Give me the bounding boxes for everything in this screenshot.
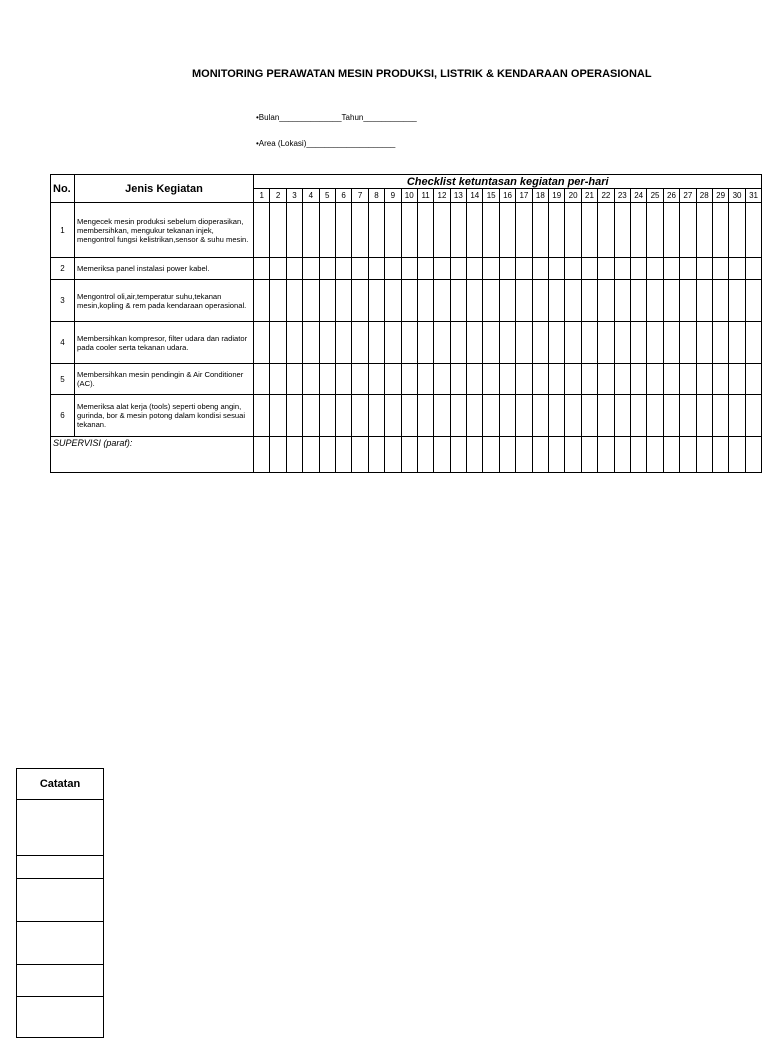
check-cell[interactable] <box>254 395 270 437</box>
paraf-cell[interactable] <box>467 437 483 473</box>
check-cell[interactable] <box>467 322 483 364</box>
check-cell[interactable] <box>712 322 728 364</box>
check-cell[interactable] <box>467 364 483 395</box>
check-cell[interactable] <box>385 364 401 395</box>
paraf-cell[interactable] <box>549 437 565 473</box>
check-cell[interactable] <box>680 203 696 258</box>
check-cell[interactable] <box>483 364 499 395</box>
check-cell[interactable] <box>417 395 433 437</box>
check-cell[interactable] <box>663 203 679 258</box>
check-cell[interactable] <box>598 364 614 395</box>
check-cell[interactable] <box>483 258 499 280</box>
check-cell[interactable] <box>434 395 450 437</box>
catatan-line[interactable] <box>17 965 104 997</box>
check-cell[interactable] <box>516 203 532 258</box>
day-header: 18 <box>532 189 548 203</box>
check-cell[interactable] <box>483 203 499 258</box>
row-number: 1 <box>51 203 75 258</box>
check-cell[interactable] <box>385 280 401 322</box>
check-cell[interactable] <box>565 280 581 322</box>
check-cell[interactable] <box>368 258 384 280</box>
check-cell[interactable] <box>581 258 597 280</box>
paraf-cell[interactable] <box>647 437 663 473</box>
check-cell[interactable] <box>368 364 384 395</box>
catatan-line[interactable] <box>17 997 104 1038</box>
activity-description: Memeriksa alat kerja (tools) seperti obeng angin, gurinda, bor & mesin potong dalam kondisi sesuai tekanan. <box>75 395 254 437</box>
paraf-cell[interactable] <box>630 437 646 473</box>
paraf-cell[interactable] <box>335 437 351 473</box>
check-cell[interactable] <box>663 395 679 437</box>
day-header: 28 <box>696 189 712 203</box>
check-cell[interactable] <box>630 280 646 322</box>
check-cell[interactable] <box>286 364 302 395</box>
check-cell[interactable] <box>335 258 351 280</box>
check-cell[interactable] <box>483 395 499 437</box>
check-cell[interactable] <box>630 322 646 364</box>
paraf-cell[interactable] <box>254 437 270 473</box>
check-cell[interactable] <box>335 280 351 322</box>
check-cell[interactable] <box>729 395 745 437</box>
paraf-cell[interactable] <box>270 437 286 473</box>
day-header: 31 <box>745 189 762 203</box>
check-cell[interactable] <box>614 395 630 437</box>
check-cell[interactable] <box>434 258 450 280</box>
check-cell[interactable] <box>434 322 450 364</box>
check-cell[interactable] <box>467 258 483 280</box>
activity-description: Mengecek mesin produksi sebelum dioperasikan, membersihkan, mengukur tekanan injek, mengontrol fungsi kelistrikan,sensor & suhu mesin. <box>75 203 254 258</box>
catatan-line[interactable] <box>17 922 104 965</box>
check-cell[interactable] <box>499 395 515 437</box>
check-cell[interactable] <box>467 395 483 437</box>
check-cell[interactable] <box>696 203 712 258</box>
paraf-cell[interactable] <box>286 437 302 473</box>
check-cell[interactable] <box>434 280 450 322</box>
paraf-cell[interactable] <box>614 437 630 473</box>
check-cell[interactable] <box>303 322 319 364</box>
table-row <box>51 395 762 437</box>
day-header: 14 <box>467 189 483 203</box>
day-header: 25 <box>647 189 663 203</box>
day-header: 15 <box>483 189 499 203</box>
check-cell[interactable] <box>417 364 433 395</box>
day-header: 22 <box>598 189 614 203</box>
check-cell[interactable] <box>254 364 270 395</box>
paraf-cell[interactable] <box>303 437 319 473</box>
check-cell[interactable] <box>286 258 302 280</box>
check-cell[interactable] <box>696 364 712 395</box>
paraf-cell[interactable] <box>385 437 401 473</box>
check-cell[interactable] <box>712 203 728 258</box>
check-cell[interactable] <box>319 395 335 437</box>
check-cell[interactable] <box>647 395 663 437</box>
check-cell[interactable] <box>352 280 368 322</box>
check-cell[interactable] <box>549 258 565 280</box>
paraf-cell[interactable] <box>663 437 679 473</box>
check-cell[interactable] <box>286 395 302 437</box>
check-cell[interactable] <box>516 258 532 280</box>
check-cell[interactable] <box>696 322 712 364</box>
bulan-tahun-line: •Bulan______________Tahun____________ <box>256 113 417 122</box>
check-cell[interactable] <box>352 322 368 364</box>
check-cell[interactable] <box>696 280 712 322</box>
check-cell[interactable] <box>319 364 335 395</box>
check-cell[interactable] <box>565 364 581 395</box>
check-cell[interactable] <box>385 258 401 280</box>
check-cell[interactable] <box>598 280 614 322</box>
check-cell[interactable] <box>614 258 630 280</box>
check-cell[interactable] <box>417 280 433 322</box>
check-cell[interactable] <box>712 364 728 395</box>
paraf-cell[interactable] <box>598 437 614 473</box>
check-cell[interactable] <box>745 258 762 280</box>
check-cell[interactable] <box>319 258 335 280</box>
check-cell[interactable] <box>549 364 565 395</box>
paraf-cell[interactable] <box>745 437 762 473</box>
check-cell[interactable] <box>270 364 286 395</box>
check-cell[interactable] <box>614 280 630 322</box>
paraf-cell[interactable] <box>565 437 581 473</box>
check-cell[interactable] <box>254 280 270 322</box>
check-cell[interactable] <box>647 364 663 395</box>
check-cell[interactable] <box>385 203 401 258</box>
catatan-label: Catatan <box>17 769 104 800</box>
check-cell[interactable] <box>647 258 663 280</box>
check-cell[interactable] <box>303 280 319 322</box>
check-cell[interactable] <box>467 203 483 258</box>
check-cell[interactable] <box>335 322 351 364</box>
check-cell[interactable] <box>581 280 597 322</box>
check-cell[interactable] <box>565 322 581 364</box>
check-cell[interactable] <box>401 364 417 395</box>
check-cell[interactable] <box>532 258 548 280</box>
check-cell[interactable] <box>663 322 679 364</box>
day-header: 19 <box>549 189 565 203</box>
check-cell[interactable] <box>565 258 581 280</box>
check-cell[interactable] <box>450 364 466 395</box>
check-cell[interactable] <box>549 280 565 322</box>
check-cell[interactable] <box>319 322 335 364</box>
paraf-cell[interactable] <box>729 437 745 473</box>
paraf-cell[interactable] <box>532 437 548 473</box>
check-cell[interactable] <box>254 258 270 280</box>
header-jenis-kegiatan: Jenis Kegiatan <box>75 175 254 203</box>
paraf-cell[interactable] <box>696 437 712 473</box>
check-cell[interactable] <box>712 258 728 280</box>
check-cell[interactable] <box>614 364 630 395</box>
paraf-cell[interactable] <box>352 437 368 473</box>
check-cell[interactable] <box>385 395 401 437</box>
check-cell[interactable] <box>663 258 679 280</box>
check-cell[interactable] <box>450 280 466 322</box>
check-cell[interactable] <box>680 258 696 280</box>
check-cell[interactable] <box>729 322 745 364</box>
check-cell[interactable] <box>368 395 384 437</box>
day-header: 26 <box>663 189 679 203</box>
day-header: 29 <box>712 189 728 203</box>
check-cell[interactable] <box>647 203 663 258</box>
check-cell[interactable] <box>565 395 581 437</box>
table-row <box>51 364 762 395</box>
check-cell[interactable] <box>303 395 319 437</box>
check-cell[interactable] <box>303 364 319 395</box>
page-title: MONITORING PERAWATAN MESIN PRODUKSI, LISTRIK & KENDARAAN OPERASIONAL <box>192 68 652 80</box>
check-cell[interactable] <box>335 364 351 395</box>
row-number: 6 <box>51 395 75 437</box>
check-cell[interactable] <box>516 280 532 322</box>
check-cell[interactable] <box>303 203 319 258</box>
check-cell[interactable] <box>516 322 532 364</box>
check-cell[interactable] <box>270 395 286 437</box>
row-number: 3 <box>51 280 75 322</box>
checklist-table <box>50 174 762 473</box>
check-cell[interactable] <box>385 322 401 364</box>
check-cell[interactable] <box>417 203 433 258</box>
check-cell[interactable] <box>286 280 302 322</box>
check-cell[interactable] <box>565 203 581 258</box>
day-header: 9 <box>385 189 401 203</box>
check-cell[interactable] <box>549 395 565 437</box>
paraf-cell[interactable] <box>516 437 532 473</box>
catatan-line[interactable] <box>17 856 104 879</box>
table-row <box>51 280 762 322</box>
activity-description: Membersihkan mesin pendingin & Air Conditioner (AC). <box>75 364 254 395</box>
day-header: 11 <box>417 189 433 203</box>
catatan-box <box>16 768 104 1038</box>
day-header: 5 <box>319 189 335 203</box>
day-header: 17 <box>516 189 532 203</box>
supervisi-label: SUPERVISI (paraf): <box>51 437 254 473</box>
check-cell[interactable] <box>401 203 417 258</box>
check-cell[interactable] <box>745 364 762 395</box>
day-header: 6 <box>335 189 351 203</box>
check-cell[interactable] <box>630 258 646 280</box>
check-cell[interactable] <box>483 322 499 364</box>
day-header: 24 <box>630 189 646 203</box>
day-header: 2 <box>270 189 286 203</box>
day-header: 23 <box>614 189 630 203</box>
check-cell[interactable] <box>532 203 548 258</box>
check-cell[interactable] <box>286 203 302 258</box>
day-header: 13 <box>450 189 466 203</box>
check-cell[interactable] <box>254 203 270 258</box>
check-cell[interactable] <box>286 322 302 364</box>
check-cell[interactable] <box>581 395 597 437</box>
check-cell[interactable] <box>614 322 630 364</box>
check-cell[interactable] <box>417 258 433 280</box>
table-row <box>51 203 762 258</box>
check-cell[interactable] <box>401 280 417 322</box>
paraf-cell[interactable] <box>581 437 597 473</box>
check-cell[interactable] <box>598 322 614 364</box>
day-header: 16 <box>499 189 515 203</box>
check-cell[interactable] <box>581 364 597 395</box>
check-cell[interactable] <box>368 203 384 258</box>
activity-description: Mengontrol oli,air,temperatur suhu,tekanan mesin,kopling & rem pada kendaraan operasional. <box>75 280 254 322</box>
check-cell[interactable] <box>614 203 630 258</box>
check-cell[interactable] <box>499 364 515 395</box>
check-cell[interactable] <box>499 280 515 322</box>
check-cell[interactable] <box>499 203 515 258</box>
check-cell[interactable] <box>254 322 270 364</box>
day-header: 21 <box>581 189 597 203</box>
check-cell[interactable] <box>630 364 646 395</box>
check-cell[interactable] <box>745 395 762 437</box>
check-cell[interactable] <box>532 322 548 364</box>
check-cell[interactable] <box>581 322 597 364</box>
supervisi-row <box>51 437 762 473</box>
check-cell[interactable] <box>352 364 368 395</box>
check-cell[interactable] <box>647 280 663 322</box>
check-cell[interactable] <box>745 203 762 258</box>
check-cell[interactable] <box>598 395 614 437</box>
check-cell[interactable] <box>549 203 565 258</box>
check-cell[interactable] <box>696 395 712 437</box>
check-cell[interactable] <box>630 203 646 258</box>
check-cell[interactable] <box>319 280 335 322</box>
day-header: 4 <box>303 189 319 203</box>
check-cell[interactable] <box>745 322 762 364</box>
day-header: 10 <box>401 189 417 203</box>
check-cell[interactable] <box>450 258 466 280</box>
check-cell[interactable] <box>270 322 286 364</box>
check-cell[interactable] <box>434 203 450 258</box>
check-cell[interactable] <box>401 322 417 364</box>
check-cell[interactable] <box>680 364 696 395</box>
check-cell[interactable] <box>352 258 368 280</box>
catatan-line[interactable] <box>17 800 104 856</box>
activity-description: Membersihkan kompresor, filter udara dan radiator pada cooler serta tekanan udara. <box>75 322 254 364</box>
paraf-cell[interactable] <box>483 437 499 473</box>
paraf-cell[interactable] <box>417 437 433 473</box>
activity-description: Memeriksa panel instalasi power kabel. <box>75 258 254 280</box>
check-cell[interactable] <box>532 280 548 322</box>
check-cell[interactable] <box>434 364 450 395</box>
day-header: 30 <box>729 189 745 203</box>
paraf-cell[interactable] <box>401 437 417 473</box>
check-cell[interactable] <box>663 364 679 395</box>
check-cell[interactable] <box>270 280 286 322</box>
check-cell[interactable] <box>516 364 532 395</box>
paraf-cell[interactable] <box>434 437 450 473</box>
check-cell[interactable] <box>532 395 548 437</box>
day-header: 7 <box>352 189 368 203</box>
check-cell[interactable] <box>696 258 712 280</box>
day-header: 12 <box>434 189 450 203</box>
check-cell[interactable] <box>335 203 351 258</box>
check-cell[interactable] <box>598 203 614 258</box>
check-cell[interactable] <box>450 322 466 364</box>
check-cell[interactable] <box>270 258 286 280</box>
day-header: 1 <box>254 189 270 203</box>
table-row <box>51 258 762 280</box>
check-cell[interactable] <box>401 395 417 437</box>
check-cell[interactable] <box>417 322 433 364</box>
check-cell[interactable] <box>729 280 745 322</box>
check-cell[interactable] <box>630 395 646 437</box>
check-cell[interactable] <box>352 203 368 258</box>
check-cell[interactable] <box>303 258 319 280</box>
day-header: 27 <box>680 189 696 203</box>
day-header: 20 <box>565 189 581 203</box>
check-cell[interactable] <box>516 395 532 437</box>
paraf-cell[interactable] <box>368 437 384 473</box>
check-cell[interactable] <box>352 395 368 437</box>
row-number: 5 <box>51 364 75 395</box>
check-cell[interactable] <box>712 280 728 322</box>
row-number: 4 <box>51 322 75 364</box>
check-cell[interactable] <box>450 395 466 437</box>
check-cell[interactable] <box>581 203 597 258</box>
catatan-line[interactable] <box>17 879 104 922</box>
check-cell[interactable] <box>680 322 696 364</box>
check-cell[interactable] <box>712 395 728 437</box>
check-cell[interactable] <box>368 280 384 322</box>
check-cell[interactable] <box>368 322 384 364</box>
check-cell[interactable] <box>401 258 417 280</box>
check-cell[interactable] <box>680 280 696 322</box>
check-cell[interactable] <box>729 364 745 395</box>
check-cell[interactable] <box>680 395 696 437</box>
check-cell[interactable] <box>499 322 515 364</box>
check-cell[interactable] <box>483 280 499 322</box>
check-cell[interactable] <box>499 258 515 280</box>
paraf-cell[interactable] <box>319 437 335 473</box>
paraf-cell[interactable] <box>499 437 515 473</box>
check-cell[interactable] <box>549 322 565 364</box>
header-no: No. <box>51 175 75 203</box>
day-header: 3 <box>286 189 302 203</box>
check-cell[interactable] <box>729 203 745 258</box>
check-cell[interactable] <box>450 203 466 258</box>
paraf-cell[interactable] <box>712 437 728 473</box>
row-number: 2 <box>51 258 75 280</box>
check-cell[interactable] <box>729 258 745 280</box>
check-cell[interactable] <box>663 280 679 322</box>
day-header: 8 <box>368 189 384 203</box>
check-cell[interactable] <box>647 322 663 364</box>
check-cell[interactable] <box>467 280 483 322</box>
area-lokasi-line: •Area (Lokasi)____________________ <box>256 139 396 148</box>
check-cell[interactable] <box>532 364 548 395</box>
paraf-cell[interactable] <box>450 437 466 473</box>
check-cell[interactable] <box>598 258 614 280</box>
check-cell[interactable] <box>335 395 351 437</box>
header-checklist: Checklist ketuntasan kegiatan per-hari <box>254 175 762 189</box>
check-cell[interactable] <box>745 280 762 322</box>
check-cell[interactable] <box>270 203 286 258</box>
paraf-cell[interactable] <box>680 437 696 473</box>
check-cell[interactable] <box>319 203 335 258</box>
table-row <box>51 322 762 364</box>
